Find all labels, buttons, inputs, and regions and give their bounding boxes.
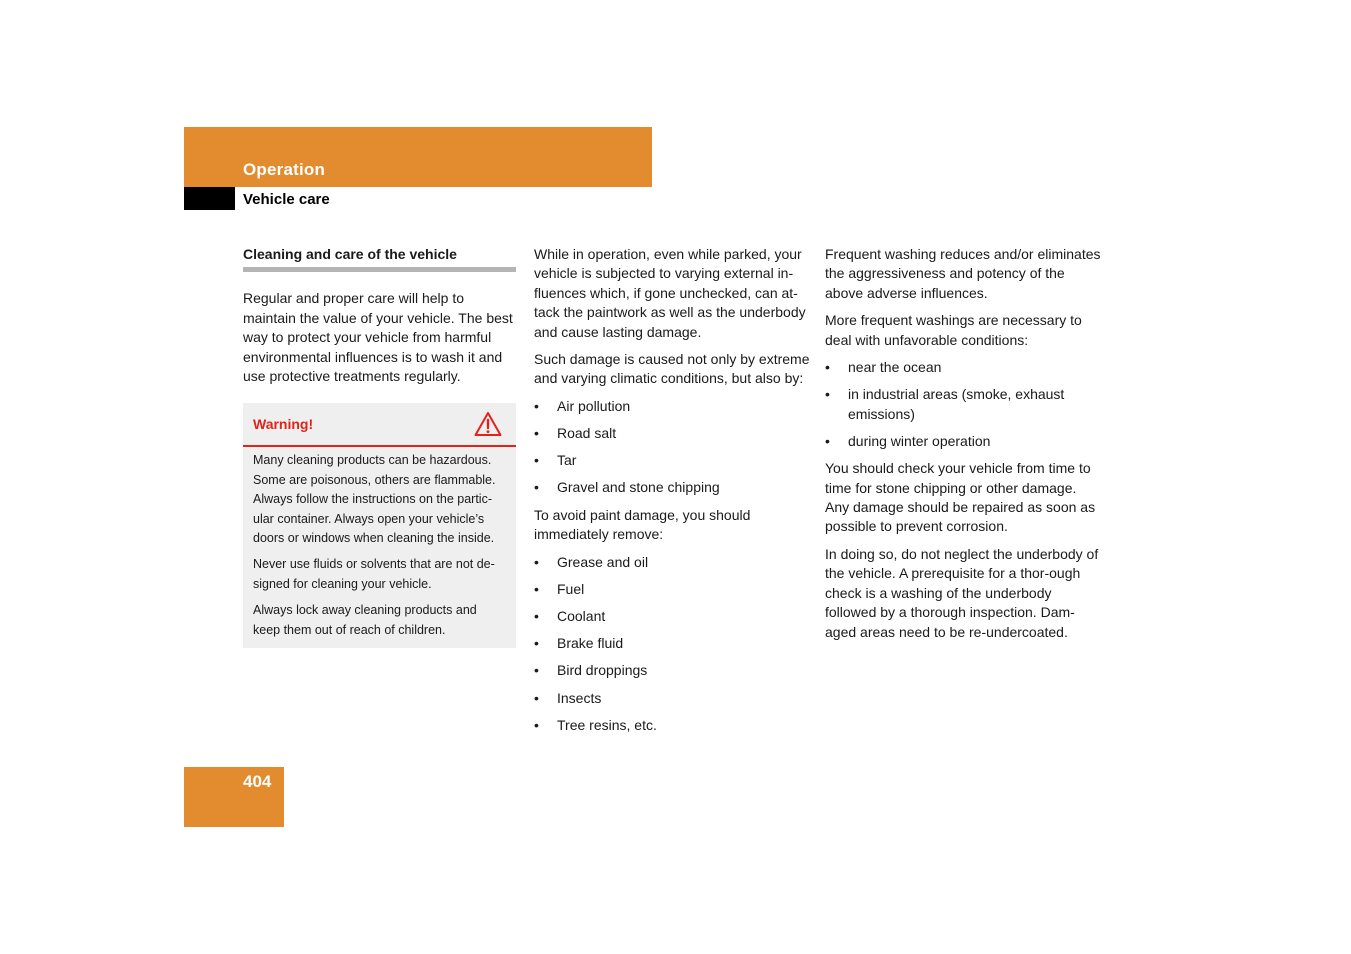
list-item	[534, 580, 810, 599]
bullet-icon: •	[534, 635, 539, 652]
column-3	[825, 245, 1101, 650]
list-item-label: Grease and oil	[557, 553, 649, 570]
list-item	[534, 553, 810, 572]
column-2	[534, 245, 810, 743]
list-item	[534, 607, 810, 626]
list-item-label: Tar	[557, 452, 577, 469]
paragraph: Such damage is caused not only by extreme and varying climatic conditions, but also by:	[534, 351, 810, 387]
section-title: Operation	[243, 160, 326, 179]
list-item	[534, 634, 810, 653]
bullet-icon: •	[534, 452, 539, 469]
list-item-label: Brake fluid	[557, 635, 624, 652]
list-item	[534, 397, 810, 416]
list-item-label: in industrial areas (smoke, exhaust emissions)	[848, 386, 1065, 422]
conditions-list	[825, 358, 1101, 451]
paragraph: In doing so, do not neglect the underbody of the vehicle. A prerequisite for a thor-ough check is a washing of the underbody followed by a thorough inspection. Dam-aged areas need to be re-undercoated.	[825, 545, 1099, 640]
bullet-icon: •	[534, 553, 539, 570]
bullet-icon: •	[825, 359, 830, 376]
topic-heading: Cleaning and care of the vehicle	[243, 245, 516, 272]
list-item-label: Road salt	[557, 425, 617, 442]
warning-header	[243, 403, 516, 447]
list-item-label: Tree resins, etc.	[557, 716, 657, 733]
paragraph: You should check your vehicle from time to time for stone chipping or other damage. Any damage should be repaired as soon as possible to prevent corrosion.	[825, 460, 1096, 535]
column-1	[243, 245, 516, 648]
paragraph: Frequent washing reduces and/or eliminates the aggressiveness and potency of the above adverse influences.	[825, 246, 1101, 301]
subsection-title: Vehicle care	[243, 191, 330, 208]
list-item	[534, 661, 810, 680]
list-item	[825, 358, 1101, 377]
list-item-label: Air pollution	[557, 397, 631, 414]
bullet-icon: •	[534, 689, 539, 706]
remove-list	[534, 553, 810, 736]
influences-list	[534, 397, 810, 498]
warning-triangle-icon	[474, 411, 502, 437]
paragraph: More frequent washings are necessary to deal with unfavorable conditions:	[825, 312, 1082, 348]
bullet-icon: •	[534, 662, 539, 679]
warning-title: Warning!	[253, 416, 314, 433]
list-item	[534, 689, 810, 708]
list-item	[534, 451, 810, 470]
warning-body	[243, 447, 516, 648]
list-item-label: during winter operation	[848, 432, 991, 449]
warning-paragraph: Never use fluids or solvents that are not de-signed for cleaning your vehicle.	[253, 557, 495, 591]
paragraph: While in operation, even while parked, your vehicle is subjected to varying external in-fluences which, if gone unchecked, can at-tack the paintwork as well as the underbody and cause lasting damage.	[534, 246, 806, 340]
warning-box	[243, 403, 516, 648]
list-item	[534, 424, 810, 443]
bullet-icon: •	[534, 580, 539, 597]
list-item	[825, 385, 1101, 424]
page-number: 404	[243, 772, 272, 791]
list-item	[534, 478, 810, 497]
paragraph: To avoid paint damage, you should immediately remove:	[534, 506, 751, 543]
bullet-icon: •	[534, 479, 539, 496]
list-item-label: Coolant	[557, 608, 606, 625]
warning-paragraph: Always lock away cleaning products and keep them out of reach of children.	[253, 603, 477, 637]
intro-paragraph: Regular and proper care will help to maintain the value of your vehicle. The best way to protect your vehicle from harmful environmental influences is to wash it and use protective treatments regularly.	[243, 290, 513, 385]
list-item-label: Insects	[557, 689, 602, 706]
bullet-icon: •	[825, 386, 830, 403]
section-marker	[184, 187, 235, 210]
list-item	[825, 432, 1101, 451]
list-item-label: Gravel and stone chipping	[557, 479, 720, 496]
bullet-icon: •	[825, 432, 830, 449]
list-item-label: Bird droppings	[557, 662, 648, 679]
bullet-icon: •	[534, 397, 539, 414]
list-item-label: Fuel	[557, 580, 585, 597]
list-item-label: near the ocean	[848, 359, 942, 376]
list-item	[534, 716, 810, 735]
warning-paragraph: Many cleaning products can be hazardous. Some are poisonous, others are flammable. Always follow the instructions on the partic-ular container. Always open your vehicle’s doors or windows when cleaning the inside.	[253, 453, 496, 546]
bullet-icon: •	[534, 608, 539, 625]
bullet-icon: •	[534, 716, 539, 733]
bullet-icon: •	[534, 425, 539, 442]
